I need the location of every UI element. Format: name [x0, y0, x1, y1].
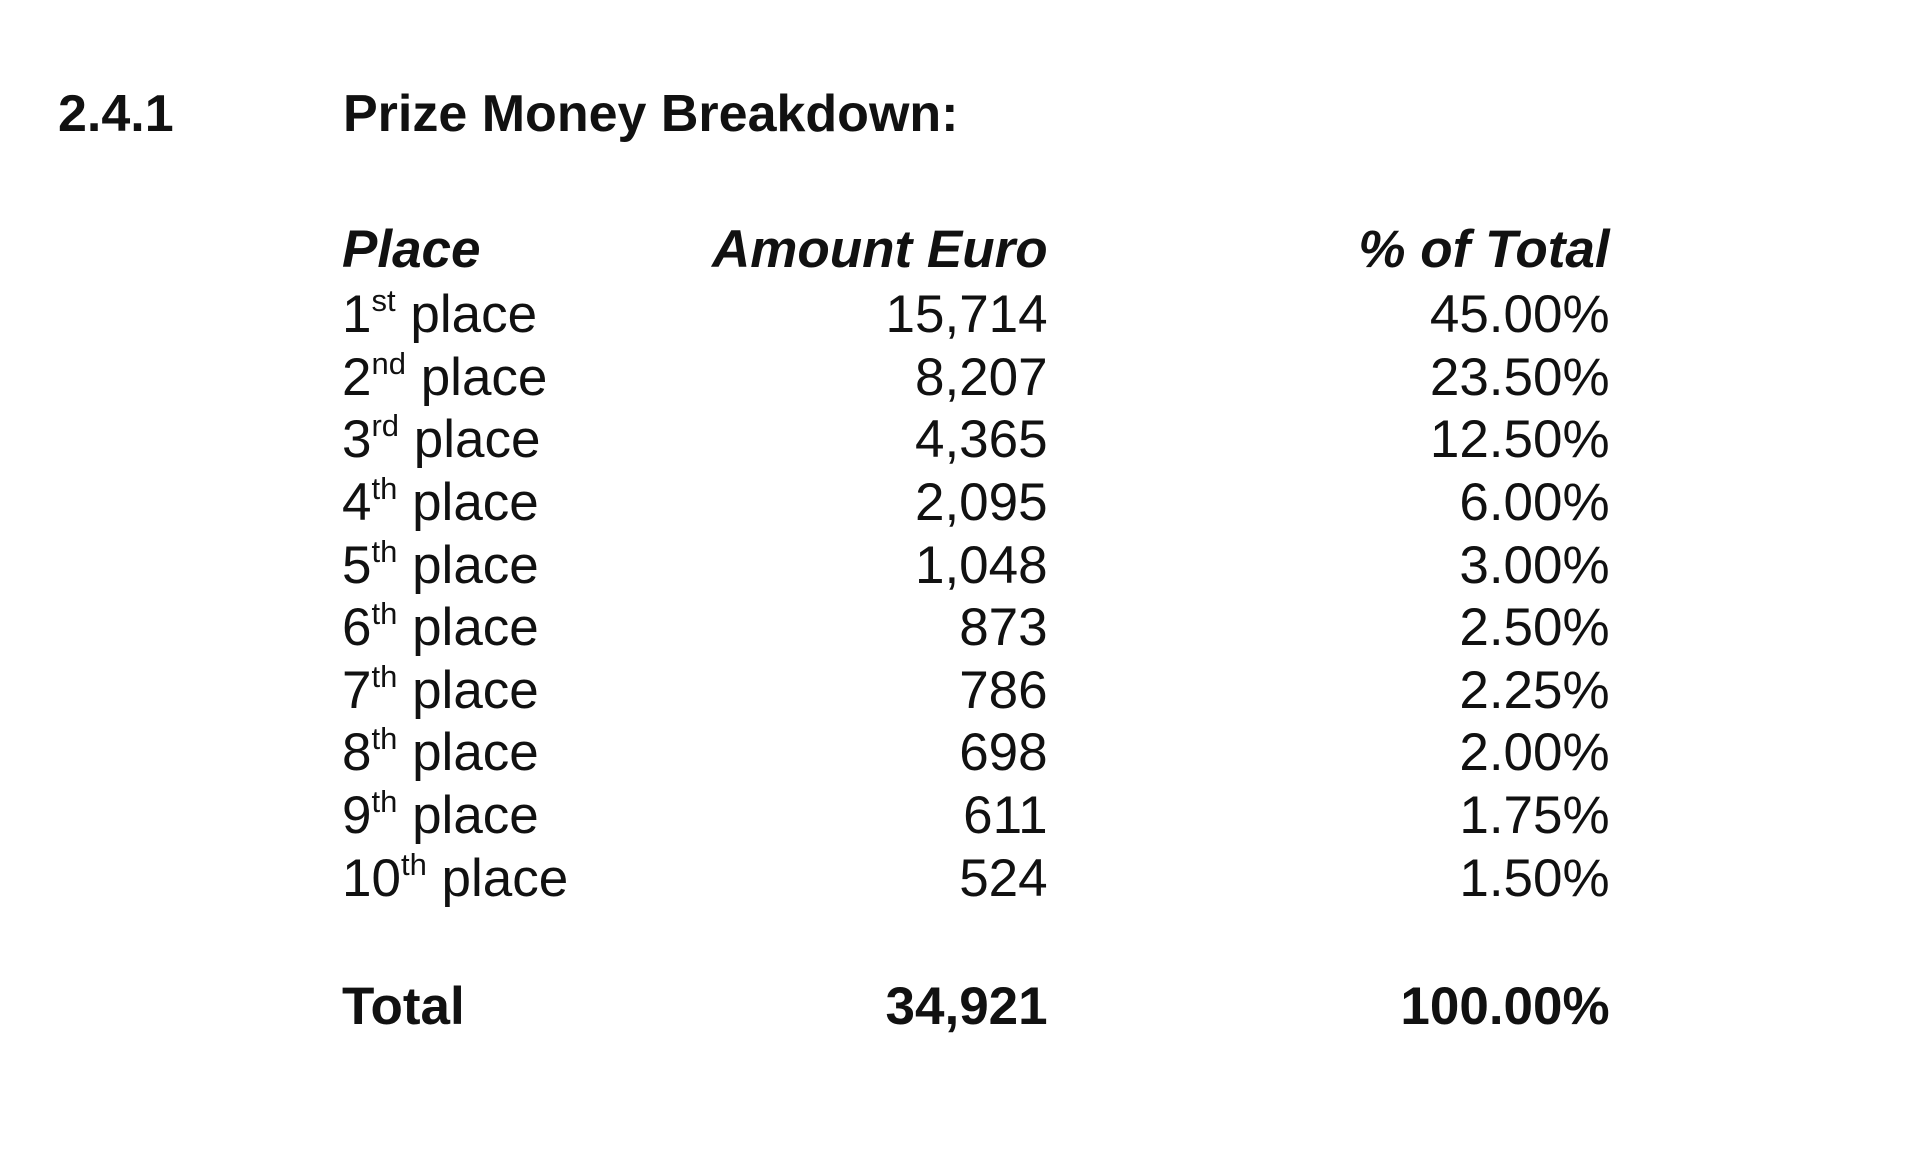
table-header-row: [342, 216, 1610, 284]
percent-cell: 2.25%: [1459, 660, 1610, 720]
table-row: [342, 284, 1610, 347]
ordinal-suffix: th: [371, 784, 398, 820]
ordinal-suffix: th: [371, 471, 398, 507]
place-cell: [342, 409, 712, 472]
header-percent-of-total: % of Total: [1358, 220, 1610, 279]
place-label: place: [412, 723, 539, 783]
place-cell: [342, 660, 712, 723]
place-label: place: [412, 660, 539, 720]
amount-cell: 8,207: [914, 347, 1048, 407]
percent-cell: 3.00%: [1459, 535, 1610, 595]
table-row: [342, 660, 1610, 723]
percent-cell: 23.50%: [1429, 347, 1610, 407]
table-row: [342, 785, 1610, 848]
percent-cell: 2.50%: [1459, 598, 1610, 658]
amount-cell: 1,048: [914, 535, 1048, 595]
table-row: [342, 534, 1610, 597]
percent-cell: 1.75%: [1459, 786, 1610, 846]
amount-cell: 4,365: [914, 410, 1048, 470]
table-row: [342, 347, 1610, 410]
section-title: Prize Money Breakdown:: [343, 85, 959, 143]
percent-cell: 6.00%: [1459, 473, 1610, 533]
place-number: 6: [342, 598, 372, 658]
place-cell: [342, 722, 712, 785]
amount-cell: 873: [959, 598, 1048, 658]
total-label: Total: [342, 977, 465, 1037]
table-row: [342, 722, 1610, 785]
amount-cell: 698: [959, 723, 1048, 783]
place-number: 1: [342, 285, 372, 345]
place-number: 4: [342, 473, 372, 533]
amount-cell: 786: [959, 660, 1048, 720]
place-cell: [342, 347, 712, 410]
total-amount: 34,921: [885, 977, 1048, 1037]
percent-cell: 2.00%: [1459, 723, 1610, 783]
place-cell: [342, 472, 712, 535]
percent-cell: 1.50%: [1459, 848, 1610, 908]
total-row: [342, 976, 1610, 1039]
place-label: place: [412, 535, 539, 595]
ordinal-suffix: nd: [371, 345, 406, 381]
total-percent: 100.00%: [1400, 977, 1610, 1037]
place-label: place: [420, 347, 548, 407]
table-spacer-row: [342, 910, 1610, 976]
place-number: 9: [342, 786, 372, 846]
section-number: 2.4.1: [58, 85, 174, 143]
percent-cell: 45.00%: [1429, 285, 1610, 345]
amount-cell: 611: [963, 786, 1048, 846]
place-label: place: [412, 473, 539, 533]
place-label: place: [412, 786, 539, 846]
table-row: [342, 597, 1610, 660]
ordinal-suffix: rd: [371, 408, 400, 444]
ordinal-suffix: th: [371, 533, 398, 569]
header-place: Place: [342, 220, 481, 279]
place-number: 5: [342, 535, 372, 595]
place-cell: [342, 597, 712, 660]
prize-money-table: [342, 216, 1610, 1039]
spacer-cell: [342, 910, 1610, 976]
table-row: [342, 847, 1610, 910]
place-number: 10: [342, 848, 401, 908]
table-row: [342, 472, 1610, 535]
table-row: [342, 409, 1610, 472]
amount-cell: 15,714: [885, 285, 1048, 345]
place-cell: [342, 785, 712, 848]
ordinal-suffix: th: [371, 596, 398, 632]
place-cell: [342, 534, 712, 597]
ordinal-suffix: st: [371, 283, 396, 319]
place-label: place: [412, 598, 539, 658]
place-number: 7: [342, 660, 372, 720]
header-amount-euro: Amount Euro: [712, 220, 1048, 279]
place-label: place: [413, 410, 541, 470]
amount-cell: 524: [959, 848, 1048, 908]
ordinal-suffix: th: [371, 721, 398, 757]
place-number: 8: [342, 723, 372, 783]
ordinal-suffix: th: [371, 658, 398, 694]
place-label: place: [410, 285, 538, 345]
place-cell: [342, 284, 712, 347]
place-cell: [342, 847, 712, 910]
ordinal-suffix: th: [400, 846, 427, 882]
place-number: 2: [342, 347, 372, 407]
amount-cell: 2,095: [914, 473, 1048, 533]
place-number: 3: [342, 410, 372, 470]
percent-cell: 12.50%: [1429, 410, 1610, 470]
place-label: place: [441, 848, 569, 908]
